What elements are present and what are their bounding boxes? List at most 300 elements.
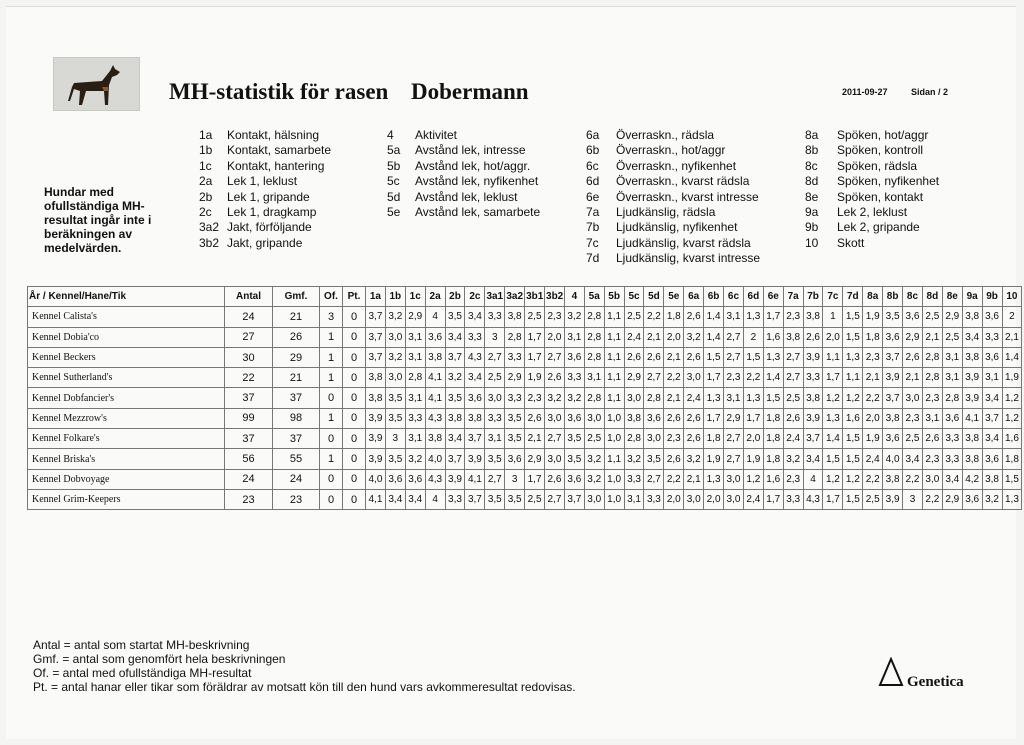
value-cell: 2,1 (903, 368, 923, 388)
value-cell: 1,9 (704, 449, 724, 469)
value-cell: 3,9 (445, 469, 465, 489)
table-row (28, 469, 1022, 489)
value-cell: 3,3 (465, 327, 485, 347)
value-cell: 1,7 (763, 307, 783, 327)
value-cell: 3,6 (982, 307, 1002, 327)
value-cell: 3,5 (644, 449, 664, 469)
value-cell: 4,2 (962, 469, 982, 489)
value-cell: 4,3 (425, 408, 445, 428)
column-header: 8a (863, 287, 883, 307)
value-cell: 1,2 (843, 388, 863, 408)
value-cell: 3,2 (545, 388, 565, 408)
value-cell: 1,7 (704, 368, 724, 388)
kennel-name-cell: Kennel Dobvoyage (28, 469, 225, 489)
document-sheet (6, 6, 1019, 739)
value-cell: 30 (225, 347, 273, 367)
legend-code: 5a (387, 143, 401, 158)
value-cell: 3,2 (584, 449, 604, 469)
kennel-name-cell: Kennel Briska's (28, 449, 225, 469)
legend-code: 3b2 (199, 235, 220, 250)
value-cell: 3,8 (803, 388, 823, 408)
value-cell: 3,3 (405, 408, 425, 428)
legend-column (199, 128, 331, 251)
legend-text: Spöken, kontakt (837, 189, 924, 204)
value-cell: 2,5 (942, 327, 962, 347)
value-cell: 2,2 (743, 368, 763, 388)
value-cell: 1 (320, 368, 343, 388)
column-header: 6e (763, 287, 783, 307)
value-cell: 4,1 (465, 469, 485, 489)
legend-code: 8b (805, 143, 819, 158)
legend-item (199, 220, 331, 235)
value-cell: 3,4 (445, 327, 465, 347)
value-cell: 2,2 (664, 469, 684, 489)
column-header: År / Kennel/Hane/Tik (28, 287, 225, 307)
value-cell: 2,8 (584, 347, 604, 367)
legend-text: Spöken, rädsla (837, 158, 918, 173)
value-cell: 2,9 (942, 307, 962, 327)
value-cell: 3,6 (405, 469, 425, 489)
legend-code: 6c (586, 158, 599, 173)
kennel-name-cell: Kennel Grim-Keepers (28, 489, 225, 509)
value-cell: 4 (803, 469, 823, 489)
value-cell: 0 (320, 489, 343, 509)
value-cell: 3,2 (564, 307, 584, 327)
value-cell: 1,8 (1002, 449, 1022, 469)
value-cell: 2,6 (922, 429, 942, 449)
legend-code: 5d (387, 189, 401, 204)
legend-text: Lek 2, leklust (837, 205, 908, 220)
value-cell: 1,5 (823, 449, 843, 469)
value-cell: 3,9 (962, 388, 982, 408)
value-cell: 3,0 (485, 388, 505, 408)
column-header: 5a (584, 287, 604, 307)
value-cell: 3,0 (684, 489, 704, 509)
kennel-name-cell: Kennel Beckers (28, 347, 225, 367)
column-header: 10 (1002, 287, 1022, 307)
value-cell: 3,7 (445, 347, 465, 367)
legend-text: Kontakt, hantering (227, 158, 325, 173)
value-cell: 1,1 (604, 347, 624, 367)
value-cell: 3,3 (445, 489, 465, 509)
value-cell: 3,2 (385, 307, 405, 327)
value-cell: 3,9 (465, 449, 485, 469)
footer-line: Pt. = antal hanar eller tikar som föräldrar av motsatt kön till den hund vars avkommeresultat redovisas. (33, 680, 576, 694)
legend-code: 9a (805, 205, 819, 220)
legend-text: Lek 2, gripande (837, 220, 920, 235)
value-cell: 3,8 (962, 449, 982, 469)
value-cell: 3,2 (684, 449, 704, 469)
value-cell: 2,4 (743, 489, 763, 509)
value-cell: 2,9 (942, 489, 962, 509)
value-cell: 1,7 (525, 469, 545, 489)
value-cell: 2,7 (783, 368, 803, 388)
value-cell: 2,7 (545, 347, 565, 367)
value-cell: 3,5 (385, 408, 405, 428)
value-cell: 0 (343, 429, 366, 449)
legend-code: 7a (586, 205, 600, 220)
value-cell: 3,7 (445, 449, 465, 469)
value-cell: 2,3 (525, 388, 545, 408)
legend-text: Avstånd lek, intresse (415, 143, 526, 158)
legend-text: Ljudkänslig, kvarst rädsla (616, 235, 751, 250)
table-row (28, 429, 1022, 449)
value-cell: 3,3 (942, 449, 962, 469)
legend-code: 1b (199, 143, 213, 158)
value-cell: 3,6 (962, 489, 982, 509)
value-cell: 1,1 (604, 388, 624, 408)
value-cell: 3,9 (803, 408, 823, 428)
value-cell: 3,9 (962, 368, 982, 388)
value-cell: 3,8 (962, 429, 982, 449)
value-cell: 2,6 (525, 408, 545, 428)
value-cell: 2,6 (684, 408, 704, 428)
value-cell: 37 (273, 429, 320, 449)
legend-item (199, 236, 331, 251)
value-cell: 1,7 (704, 408, 724, 428)
value-cell: 1,4 (704, 327, 724, 347)
legend-item (387, 143, 540, 158)
value-cell: 3,6 (644, 408, 664, 428)
value-cell: 3,3 (564, 368, 584, 388)
value-cell: 3,6 (425, 327, 445, 347)
value-cell: 0 (343, 408, 366, 428)
legend-code: 2b (199, 189, 213, 204)
value-cell: 1,5 (843, 307, 863, 327)
value-cell: 2,9 (624, 368, 644, 388)
value-cell: 2,8 (624, 429, 644, 449)
value-cell: 2,2 (863, 388, 883, 408)
value-cell: 2,7 (724, 347, 744, 367)
value-cell: 2,6 (545, 368, 565, 388)
legend-text: Spöken, nyfikenhet (837, 174, 940, 189)
value-cell: 4,0 (425, 449, 445, 469)
value-cell: 3,8 (962, 347, 982, 367)
value-cell: 1,8 (863, 327, 883, 347)
value-cell: 1,1 (604, 327, 624, 347)
value-cell: 1 (320, 347, 343, 367)
legend-code: 5e (387, 205, 401, 220)
value-cell: 21 (273, 307, 320, 327)
value-cell: 1,2 (1002, 408, 1022, 428)
legend-code: 8e (805, 189, 819, 204)
legend-text: Skott (837, 235, 865, 250)
column-header: 8b (883, 287, 903, 307)
column-header: 8e (942, 287, 962, 307)
value-cell: 2,7 (485, 469, 505, 489)
legend-code: 4 (387, 128, 394, 142)
legend-item (805, 205, 939, 220)
value-cell: 1,8 (763, 408, 783, 428)
legend-code: 6b (586, 143, 600, 158)
value-cell: 3,7 (564, 489, 584, 509)
value-cell: 2,7 (724, 429, 744, 449)
value-cell: 2,8 (405, 368, 425, 388)
value-cell: 3,8 (982, 469, 1002, 489)
value-cell: 2,8 (644, 388, 664, 408)
value-cell: 2,8 (922, 368, 942, 388)
value-cell: 3,3 (485, 307, 505, 327)
value-cell: 2,3 (863, 347, 883, 367)
value-cell: 22 (225, 368, 273, 388)
value-cell: 0 (320, 469, 343, 489)
value-cell: 2,0 (863, 408, 883, 428)
value-cell: 3,8 (445, 408, 465, 428)
value-cell: 27 (225, 327, 273, 347)
value-cell: 3,0 (385, 327, 405, 347)
footer-definitions (33, 638, 576, 694)
value-cell: 3,8 (505, 307, 525, 327)
value-cell: 3,7 (465, 429, 485, 449)
value-cell: 3,9 (366, 449, 386, 469)
value-cell: 98 (273, 408, 320, 428)
value-cell: 3,1 (724, 388, 744, 408)
value-cell: 4,3 (803, 489, 823, 509)
value-cell: 3,7 (366, 327, 386, 347)
legend-item (387, 205, 540, 220)
value-cell: 3,1 (982, 368, 1002, 388)
value-cell: 3,0 (545, 408, 565, 428)
value-cell: 2,3 (922, 449, 942, 469)
kennel-name-cell: Kennel Dobia'co (28, 327, 225, 347)
value-cell: 3,6 (505, 449, 525, 469)
value-cell: 2,5 (525, 489, 545, 509)
value-cell: 2,4 (684, 388, 704, 408)
value-cell: 0 (343, 388, 366, 408)
table-row (28, 327, 1022, 347)
value-cell: 1 (320, 408, 343, 428)
value-cell: 3,8 (366, 368, 386, 388)
value-cell: 99 (225, 408, 273, 428)
value-cell: 3,5 (505, 429, 525, 449)
value-cell: 1,5 (843, 327, 863, 347)
column-header: 2b (445, 287, 465, 307)
value-cell: 3,3 (624, 469, 644, 489)
value-cell: 3,2 (405, 449, 425, 469)
column-header: 1b (385, 287, 405, 307)
column-header: 1c (405, 287, 425, 307)
legend-text: Spöken, kontroll (837, 143, 924, 158)
value-cell: 2,2 (644, 307, 664, 327)
value-cell: 2,3 (922, 388, 942, 408)
value-cell: 37 (225, 388, 273, 408)
legend-item (805, 174, 939, 189)
value-cell: 3,5 (485, 449, 505, 469)
value-cell: 23 (273, 489, 320, 509)
value-cell: 4,1 (425, 368, 445, 388)
legend-column (387, 128, 540, 220)
value-cell: 2,5 (922, 307, 942, 327)
value-cell: 1,3 (743, 307, 763, 327)
legend-code: 7c (586, 235, 599, 250)
footer-line: Of. = antal med ofullständiga MH-resultat (33, 666, 252, 680)
value-cell: 3,2 (564, 388, 584, 408)
legend-text: Avstånd lek, nyfikenhet (415, 174, 539, 189)
value-cell: 3,4 (465, 307, 485, 327)
value-cell: 2,5 (783, 388, 803, 408)
value-cell: 3,5 (564, 449, 584, 469)
value-cell: 1,7 (525, 327, 545, 347)
value-cell: 0 (320, 429, 343, 449)
value-cell: 3,0 (684, 368, 704, 388)
value-cell: 1,6 (763, 469, 783, 489)
value-cell: 0 (343, 327, 366, 347)
value-cell: 3,0 (385, 368, 405, 388)
column-header: 2c (465, 287, 485, 307)
value-cell: 1,9 (863, 429, 883, 449)
value-cell: 2,6 (684, 429, 704, 449)
value-cell: 1,5 (843, 489, 863, 509)
value-cell: 3,3 (644, 489, 664, 509)
value-cell: 3,5 (564, 429, 584, 449)
legend-item (586, 143, 760, 158)
legend-text: Ljudkänslig, nyfikenhet (616, 220, 738, 235)
value-cell: 3,5 (505, 489, 525, 509)
value-cell: 2,2 (922, 489, 942, 509)
column-header: Gmf. (273, 287, 320, 307)
value-cell: 3,1 (922, 408, 942, 428)
value-cell: 3 (320, 307, 343, 327)
legend-text: Avstånd lek, hot/aggr. (415, 158, 531, 173)
value-cell: 2,6 (783, 408, 803, 428)
value-cell: 3,4 (982, 388, 1002, 408)
value-cell: 2,5 (584, 429, 604, 449)
value-cell: 3,8 (783, 327, 803, 347)
value-cell: 1,7 (743, 408, 763, 428)
value-cell: 3,3 (505, 388, 525, 408)
value-cell: 1,9 (863, 307, 883, 327)
value-cell: 3,0 (584, 408, 604, 428)
value-cell: 56 (225, 449, 273, 469)
legend-item (805, 190, 939, 205)
value-cell: 2 (1002, 307, 1022, 327)
value-cell: 3,5 (445, 388, 465, 408)
value-cell: 2,2 (863, 469, 883, 489)
value-cell: 3,5 (883, 307, 903, 327)
value-cell: 4,1 (962, 408, 982, 428)
value-cell: 2,2 (664, 368, 684, 388)
value-cell: 26 (273, 327, 320, 347)
value-cell: 3,6 (883, 429, 903, 449)
legend-item (805, 220, 939, 235)
value-cell: 3,1 (405, 429, 425, 449)
column-header: Antal (225, 287, 273, 307)
report-date: 2011-09-27 (842, 87, 888, 97)
value-cell: 3,4 (903, 449, 923, 469)
value-cell: 21 (273, 368, 320, 388)
value-cell: 2,8 (922, 347, 942, 367)
legend-item (586, 220, 760, 235)
legend-code: 2a (199, 174, 213, 189)
table-row (28, 368, 1022, 388)
value-cell: 3,8 (624, 408, 644, 428)
value-cell: 3,7 (803, 429, 823, 449)
value-cell: 2,1 (863, 368, 883, 388)
page-title: MH-statistik för rasen (169, 79, 389, 104)
value-cell: 2,1 (922, 327, 942, 347)
value-cell: 1 (320, 327, 343, 347)
column-header: 7a (783, 287, 803, 307)
value-cell: 3,9 (883, 489, 903, 509)
value-cell: 3,8 (465, 408, 485, 428)
value-cell: 2,6 (684, 307, 704, 327)
value-cell: 1,9 (525, 368, 545, 388)
legend-text: Lek 1, dragkamp (227, 205, 317, 220)
value-cell: 0 (343, 469, 366, 489)
value-cell: 1,9 (1002, 368, 1022, 388)
value-cell: 24 (273, 469, 320, 489)
value-cell: 2,6 (903, 347, 923, 367)
value-cell: 3,1 (624, 489, 644, 509)
legend-text: Överraskn., kvarst rädsla (616, 174, 750, 189)
value-cell: 0 (343, 368, 366, 388)
value-cell: 3,6 (564, 469, 584, 489)
value-cell: 3,4 (942, 469, 962, 489)
value-cell: 1,4 (823, 429, 843, 449)
value-cell: 1,8 (763, 429, 783, 449)
value-cell: 3,8 (883, 469, 903, 489)
value-cell: 1,4 (763, 368, 783, 388)
value-cell: 4,1 (425, 388, 445, 408)
column-header: 3b1 (525, 287, 545, 307)
value-cell: 3 (903, 489, 923, 509)
legend-item (199, 143, 331, 158)
value-cell: 3,2 (624, 449, 644, 469)
value-cell: 3,6 (883, 327, 903, 347)
legend-code: 9b (805, 220, 819, 235)
legend-item (387, 159, 540, 174)
kennel-name-cell: Kennel Dobfancier's (28, 388, 225, 408)
value-cell: 3,2 (684, 327, 704, 347)
legend-item (586, 174, 760, 189)
legend-item (199, 205, 331, 220)
value-cell: 3,5 (385, 388, 405, 408)
value-cell: 2,7 (644, 469, 664, 489)
value-cell: 3,4 (405, 489, 425, 509)
value-cell: 2,1 (525, 429, 545, 449)
value-cell: 1,2 (843, 469, 863, 489)
value-cell: 3,8 (425, 347, 445, 367)
value-cell: 2,6 (803, 327, 823, 347)
legend-text: Aktivitet (415, 128, 458, 142)
value-cell: 2,3 (783, 307, 803, 327)
value-cell: 3,7 (366, 347, 386, 367)
value-cell: 1,7 (823, 368, 843, 388)
value-cell: 3,1 (942, 347, 962, 367)
value-cell: 1,1 (843, 368, 863, 388)
value-cell: 1,3 (1002, 489, 1022, 509)
value-cell: 3,7 (465, 489, 485, 509)
value-cell: 2,6 (664, 408, 684, 428)
value-cell: 2,8 (584, 307, 604, 327)
column-header: 6c (724, 287, 744, 307)
value-cell: 1,2 (743, 469, 763, 489)
value-cell: 2,6 (684, 347, 704, 367)
value-cell: 2,5 (525, 307, 545, 327)
value-cell: 2,3 (664, 429, 684, 449)
value-cell: 3,6 (942, 408, 962, 428)
legend-text: Avstånd lek, leklust (415, 189, 518, 204)
value-cell: 0 (320, 388, 343, 408)
value-cell: 4 (425, 489, 445, 509)
value-cell: 3,2 (584, 469, 604, 489)
legend-text: Lek 1, leklust (227, 174, 298, 189)
value-cell: 3,0 (624, 388, 644, 408)
value-cell: 2,4 (624, 327, 644, 347)
value-cell: 24 (225, 469, 273, 489)
table-header-row (28, 287, 1022, 307)
value-cell: 1,1 (604, 368, 624, 388)
